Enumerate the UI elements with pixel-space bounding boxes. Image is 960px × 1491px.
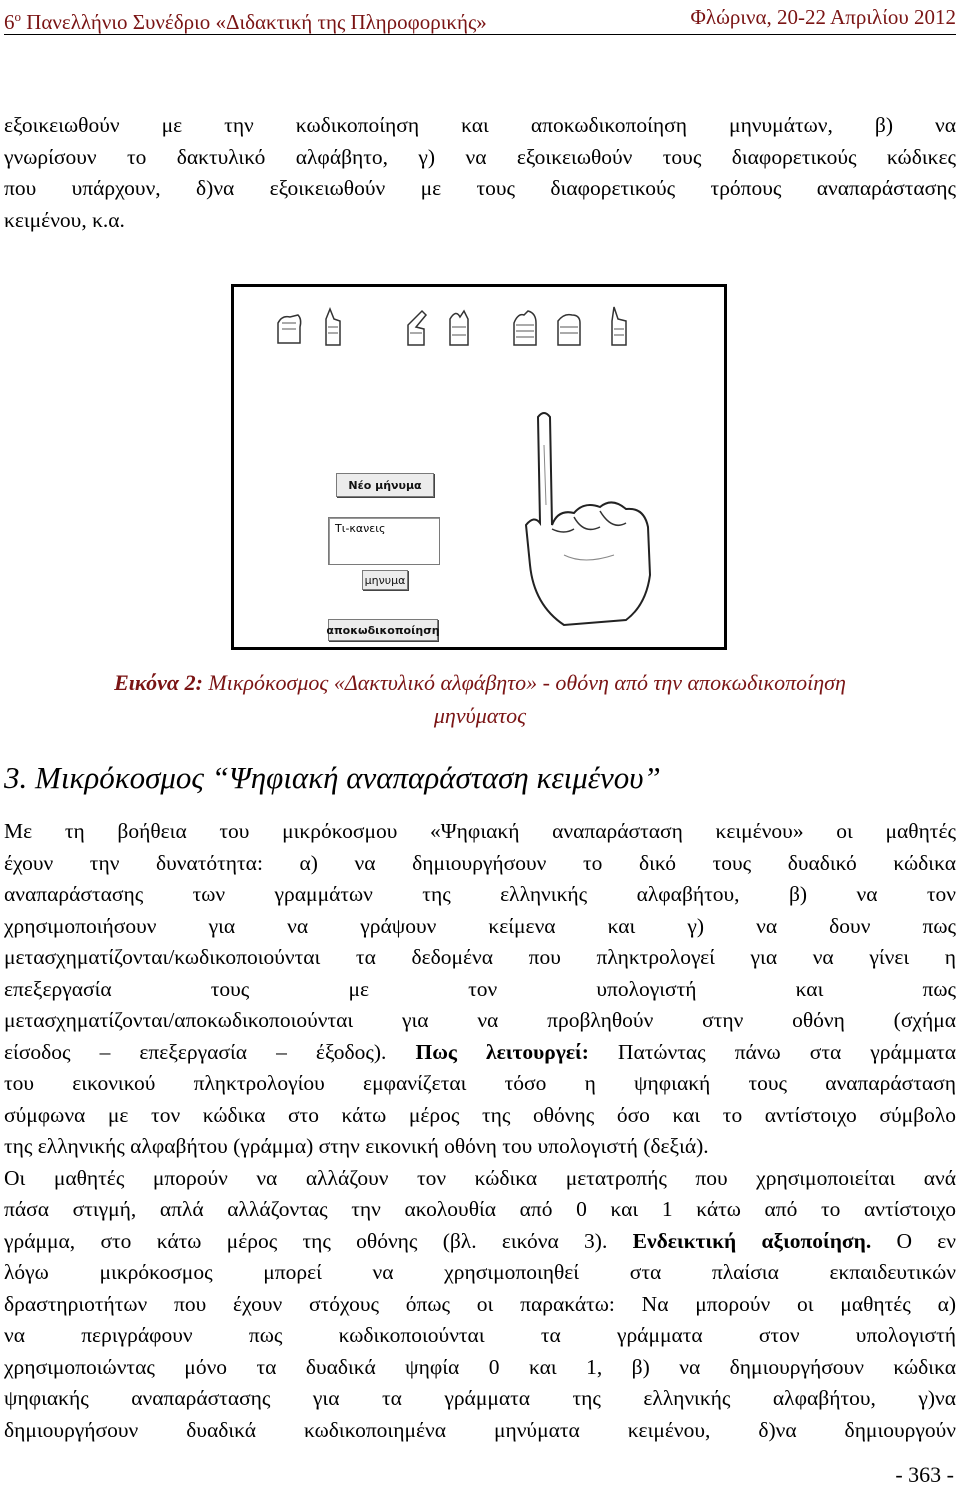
text-line: να περιγράφουν πως κωδικοποιούνται τα γράμματα στον υπολογιστή (4, 1323, 956, 1347)
running-header (4, 0, 956, 35)
intro-paragraph (4, 110, 956, 236)
text-line: σύμφωνα με τον κώδικα στο κάτω μέρος της οθόνης όσο και το αντίστοιχο σύμβολο (4, 1102, 956, 1127)
caption-text: Μικρόκοσμος «Δακτυλικό αλφάβητο» - οθόνη από την αποκωδικοποίηση (202, 670, 846, 695)
hand-sign-icon (316, 305, 350, 349)
body-paragraph (4, 816, 956, 1446)
caption-text-cont: μηνύματος (433, 703, 527, 728)
text-line: λόγω μικρόκοσμος μπορεί να χρησιμοποιηθεί στα πλαίσια εκπαιδευτικών (4, 1260, 956, 1284)
page-number: - 363 - (895, 1462, 954, 1487)
text-line: αναπαράστασης των γραμμάτων της ελληνικής αλφαβήτου, β) να τον (4, 882, 956, 906)
text-line: δημιουργήσουν δυαδικά κωδικοποιημένα μηνύματα κειμένου, δ)να δημιουργούν (4, 1417, 956, 1442)
text-line: γράμμα, στο κάτω μέρος της οθόνης (βλ. εικόνα 3). Ενδεικτική αξιοποίηση. Ο εν (4, 1228, 957, 1253)
text-line: είσοδος – επεξεργασία – έξοδος). Πως λειτουργεί: Πατώντας πάνω στα γράμματα (4, 1039, 957, 1064)
text-line: μετασχηματίζονται/αποκωδικοποιούνται για να προβληθούν στην οθόνη (σχήμα (4, 1008, 956, 1032)
bold-phrase: Πως λειτουργεί: (415, 1039, 589, 1064)
message-text-area[interactable]: Τι-κανεις (328, 517, 440, 565)
text-line: ψηφιακής αναπαράστασης για τα γράμματα της ελληνικής αλφαβήτου, γ)να (4, 1386, 956, 1410)
text-line: της ελληνικής αλφαβήτου (γράμμα) στην εικονική οθόνη του υπολογιστή (δεξιά). (4, 1134, 709, 1158)
hand-sign-icon (552, 305, 586, 349)
text-line: του εικονικού πληκτρολογίου εμφανίζεται τόσο η ψηφιακή τους αναπαράσταση (4, 1071, 956, 1095)
text-line: επεξεργασία τους με τον υπολογιστή και πως (4, 976, 956, 1001)
figure-caption (0, 666, 960, 732)
hand-sign-icon (508, 305, 542, 349)
hand-sign-icon (442, 305, 476, 349)
section-title: 3. Μικρόκοσμος “Ψηφιακή αναπαράσταση κειμένου” (4, 760, 661, 795)
text-line: χρησιμοποιώντας μόνο τα δυαδικά ψηφία 0 και 1, β) να δημιουργήσουν κώδικα (4, 1354, 956, 1379)
fingerspelling-letters (272, 305, 612, 349)
bold-phrase: Ενδεικτική αξιοποίηση. (632, 1228, 872, 1253)
message-button[interactable]: μηνυμα (362, 570, 408, 590)
hand-sign-icon (602, 305, 636, 349)
figure-fingerspelling-screenshot (231, 284, 727, 650)
hand-sign-icon (400, 305, 434, 349)
caption-label: Εικόνα 2: (114, 670, 203, 695)
conference-location: Φλώρινα, 20-22 Απριλίου 2012 (690, 5, 956, 29)
text-line: κειμένου, κ.α. (4, 207, 125, 232)
large-hand-sign-icon (504, 405, 674, 630)
text-line: έχουν την δυνατότητα: α) να δημιουργήσουν το δικό τους δυαδικό κώδικα (4, 850, 956, 875)
text-line: εξοικειωθούν με την κωδικοποίηση και αποκωδικοποίηση μηνυμάτων, β) να (4, 113, 956, 137)
text-line: μετασχηματίζονται/κωδικοποιούνται τα δεδομένα που πληκτρολογεί για να γίνει η (4, 945, 956, 969)
decode-button[interactable]: αποκωδικοποίηση (328, 619, 438, 641)
text-line: δραστηριοτήτων που έχουν στόχους όπως οι παρακάτω: Να μπορούν οι μαθητές α) (4, 1291, 956, 1316)
text-line: που υπάρχουν, δ)να εξοικειωθούν με τους διαφορετικούς τρόπους αναπαράστασης (4, 176, 956, 200)
text-line: χρησιμοποιήσουν για να γράψουν κείμενα και γ) να δουν πως (4, 913, 956, 938)
hand-sign-icon (272, 305, 306, 349)
text-line: γνωρίσουν το δακτυλικό αλφάβητο, γ) να εξοικειωθούν τους διαφορετικούς κώδικες (4, 144, 956, 169)
text-line: Οι μαθητές μπορούν να αλλάζουν τον κώδικα μετατροπής που χρησιμοποιείται ανά (4, 1165, 956, 1190)
conference-title: $6^o$ Πανελλήνιο Συνέδριο «Διδακτική της Πληροφορικής» (4, 9, 487, 34)
text-line: Με τη βοήθεια του μικρόκοσμου «Ψηφιακή αναπαράσταση κειμένου» οι μαθητές (4, 819, 956, 843)
text-line: πάσα στιγμή, απλά αλλάζοντας την ακολουθία από 0 και 1 κάτω από το αντίστοιχο (4, 1197, 956, 1221)
new-message-button[interactable]: Νέο μήνυμα (336, 473, 434, 497)
